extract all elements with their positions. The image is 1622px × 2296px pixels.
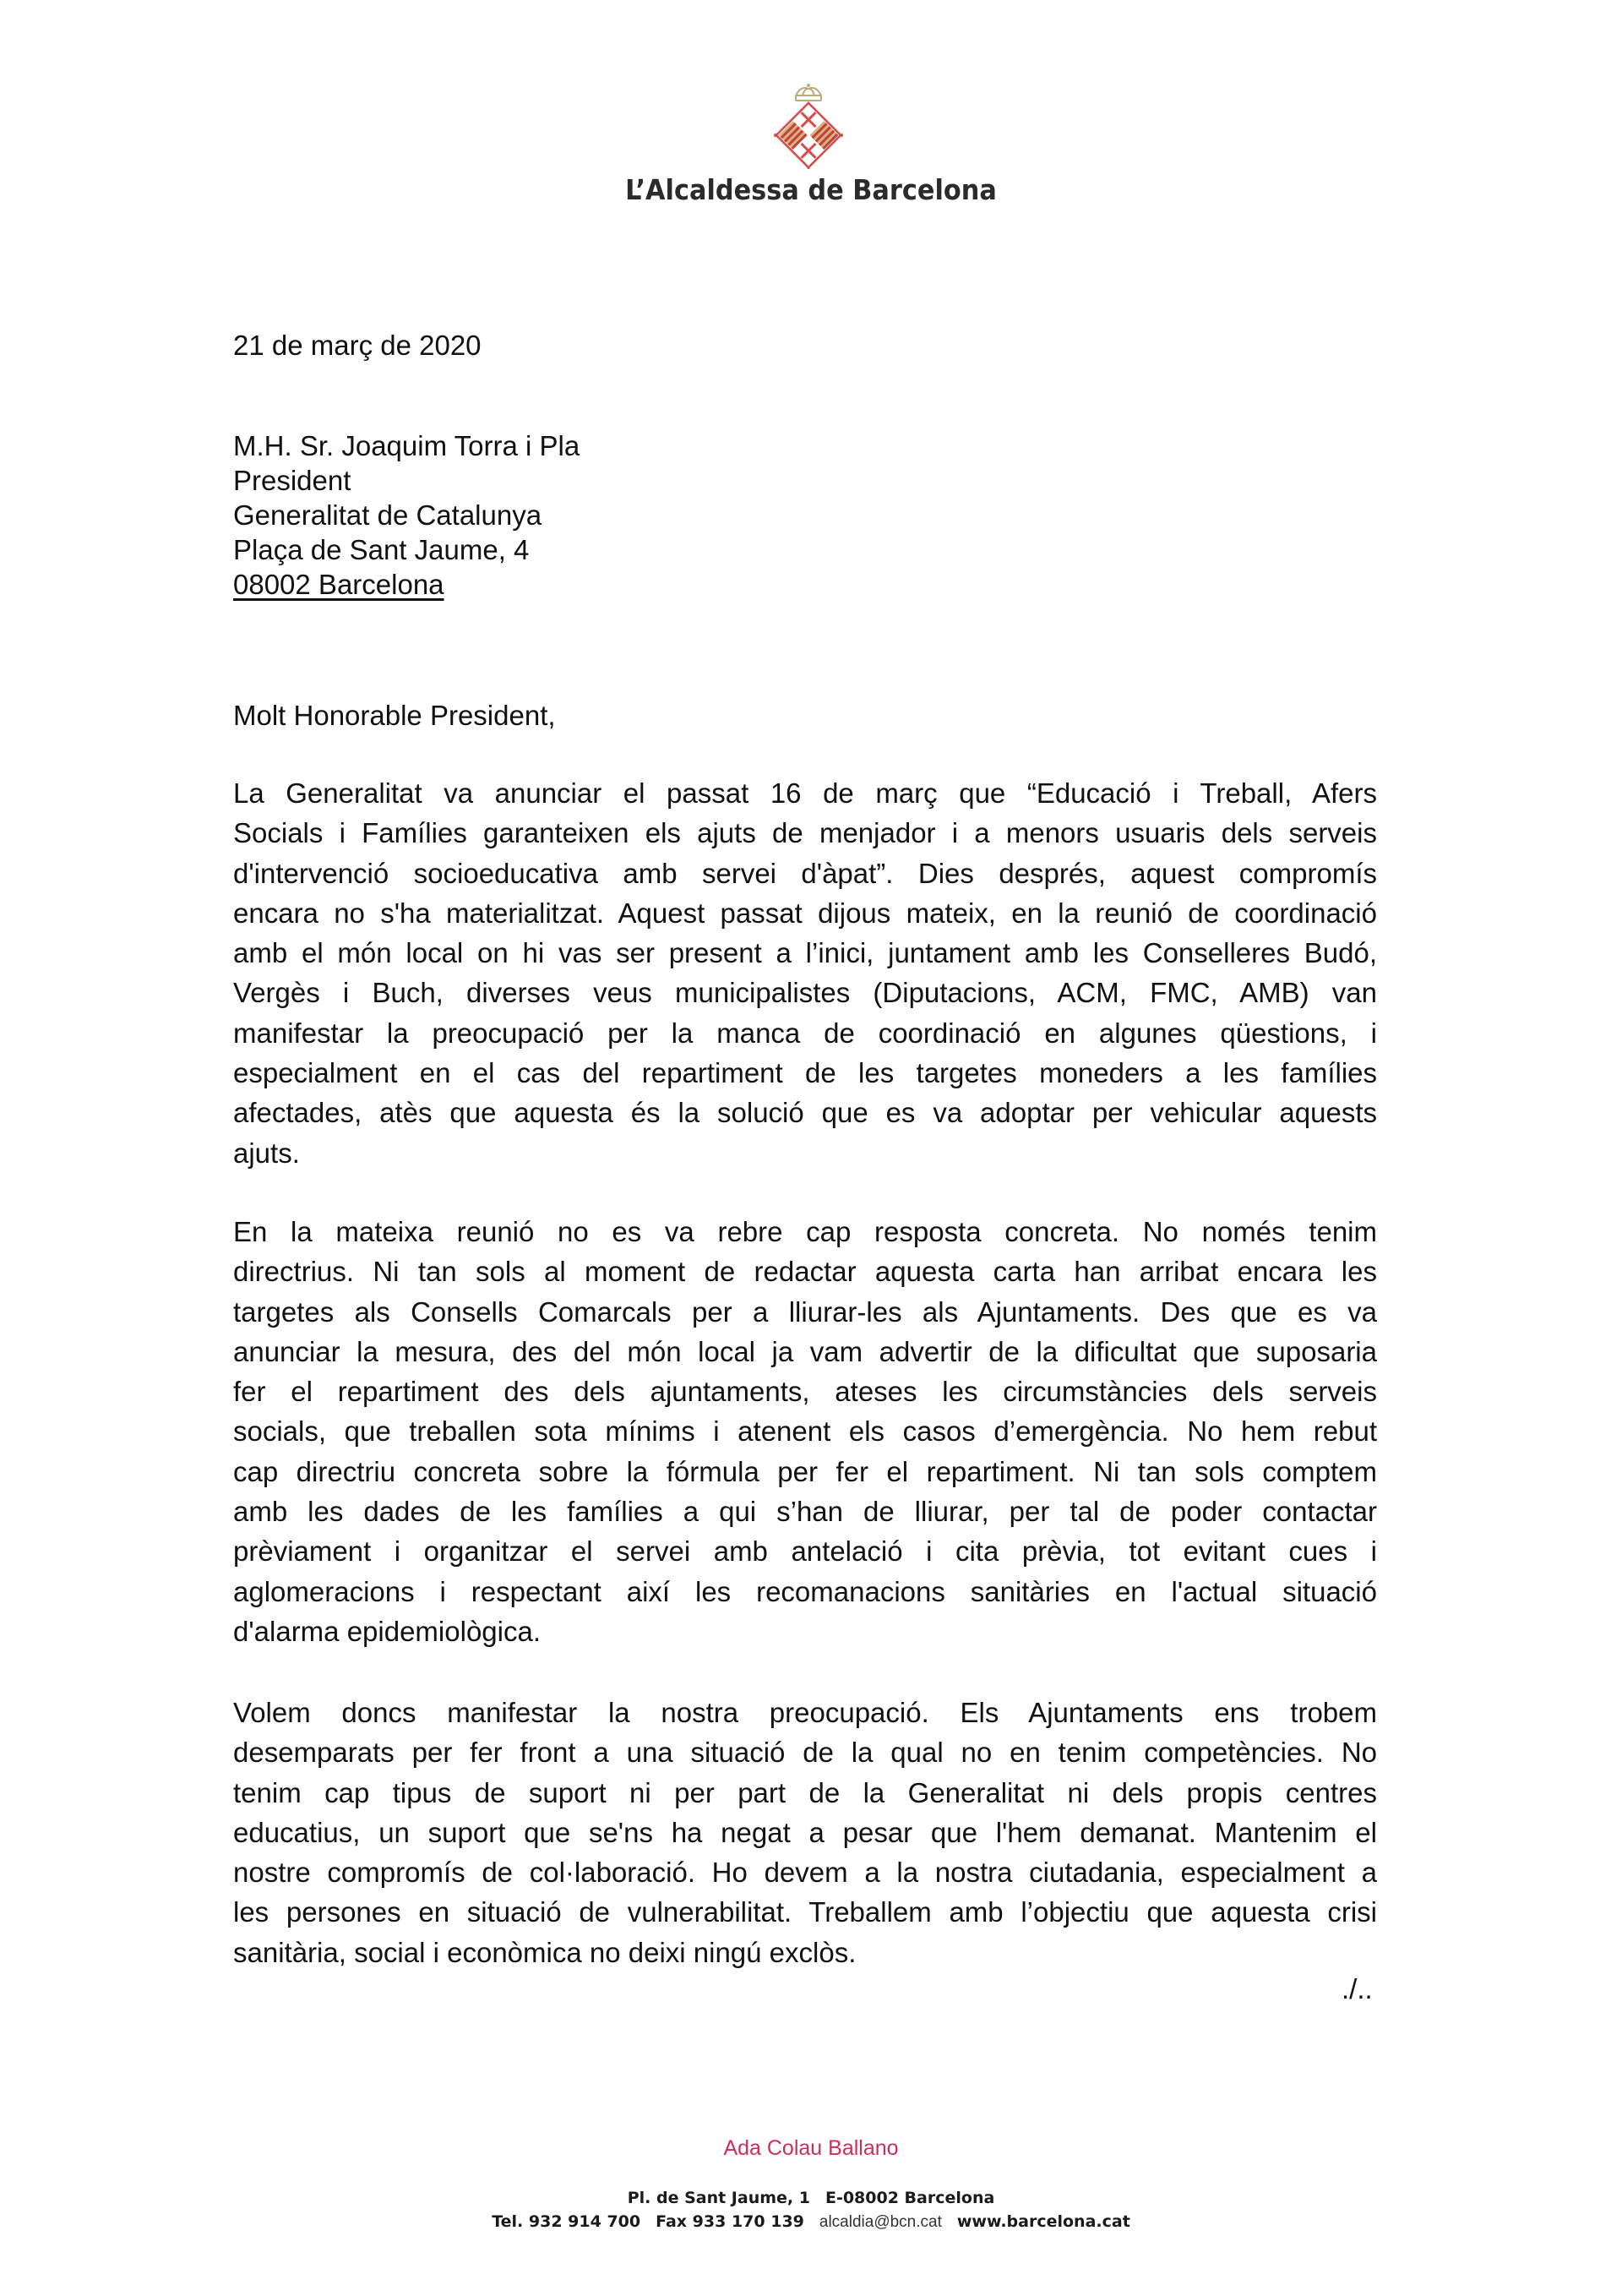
footer-address bbox=[0, 2189, 1622, 2207]
recipient-name: M.H. Sr. Joaquim Torra i Pla bbox=[233, 430, 580, 461]
recipient-city: 08002 Barcelona bbox=[233, 569, 444, 600]
paragraph-line: La Generalitat va anunciar el passat 16 de març que “Educació i Treball, Afers bbox=[233, 777, 1377, 809]
paragraph-line: nostre compromís de col·laboració. Ho devem a la nostra ciutadania, especialment a bbox=[233, 1857, 1377, 1889]
paragraph-line: cap directriu concreta sobre la fórmula per fer el repartiment. Ni tan sols comptem bbox=[233, 1455, 1377, 1487]
recipient-address bbox=[233, 428, 580, 602]
paragraph-line: amb les dades de les famílies a qui s’han de lliurar, per tal de poder contactar bbox=[233, 1496, 1377, 1528]
paragraph-line: fer el repartiment des dels ajuntaments, ateses les circumstàncies dels serveis bbox=[233, 1376, 1377, 1408]
paragraph-line: afectades, atès que aquesta és la solució que es va adoptar per vehicular aquests bbox=[233, 1097, 1377, 1129]
body-paragraph-3 bbox=[233, 1693, 1377, 1972]
recipient-organization: Generalitat de Catalunya bbox=[233, 499, 542, 531]
continued-mark: ./.. bbox=[1342, 1973, 1373, 2004]
paragraph-line: socials, que treballen sota mínims i atenent els casos d’emergència. No hem rebut bbox=[233, 1415, 1377, 1448]
paragraph-line: ajuts. bbox=[233, 1137, 300, 1169]
footer-email: alcaldia@bcn.cat bbox=[819, 2213, 942, 2231]
paragraph-line: d'alarma epidemiològica. bbox=[233, 1615, 541, 1647]
letter-date: 21 de març de 2020 bbox=[233, 330, 482, 361]
footer-postal: E-08002 Barcelona bbox=[825, 2189, 995, 2207]
barcelona-coat-of-arms-icon bbox=[770, 80, 846, 169]
paragraph-line: anunciar la mesura, des del món local ja vam advertir de la dificultat que suposaria bbox=[233, 1335, 1377, 1367]
paragraph-line: desemparats per fer front a una situació de la qual no en tenim competències. No bbox=[233, 1737, 1377, 1769]
paragraph-line: encara no s'ha materialitzat. Aquest passat dijous mateix, en la reunió de coordinació bbox=[233, 897, 1377, 929]
paragraph-line: educatius, un suport que se'ns ha negat a pesar que l'hem demanat. Mantenim el bbox=[233, 1816, 1377, 1848]
paragraph-line: directrius. Ni tan sols al moment de redactar aquesta carta han arribat encara les bbox=[233, 1256, 1377, 1288]
paragraph-line: Socials i Famílies garanteixen els ajuts de menjador i a menors usuaris dels serveis bbox=[233, 817, 1377, 849]
recipient-street: Plaça de Sant Jaume, 4 bbox=[233, 534, 530, 565]
paragraph-line: les persones en situació de vulnerabilitat. Treballem amb l’objectiu que aquesta crisi bbox=[233, 1896, 1377, 1928]
signer-name: Ada Colau Ballano bbox=[723, 2136, 899, 2160]
paragraph-line: aglomeracions i respectant així les recomanacions sanitàries en l'actual situació bbox=[233, 1575, 1377, 1607]
paragraph-line: prèviament i organitzar el servei amb antelació i cita prèvia, tot evitant cues i bbox=[233, 1535, 1377, 1568]
paragraph-line: sanitària, social i econòmica no deixi ningú exclòs. bbox=[233, 1936, 857, 1968]
footer-street: Pl. de Sant Jaume, 1 bbox=[627, 2189, 810, 2207]
paragraph-line: d'intervenció socioeducativa amb servei d'àpat”. Dies després, aquest compromís bbox=[233, 857, 1377, 889]
paragraph-line: En la mateixa reunió no es va rebre cap resposta concreta. No només tenim bbox=[233, 1216, 1377, 1247]
paragraph-line: amb el món local on hi vas ser present a l’inici, juntament amb les Conselleres Budó, bbox=[233, 937, 1377, 969]
paragraph-line: tenim cap tipus de suport ni per part de la Generalitat ni dels propis centres bbox=[233, 1776, 1377, 1808]
paragraph-line: manifestar la preocupació per la manca de coordinació en algunes qüestions, i bbox=[233, 1017, 1377, 1049]
footer-website: www.barcelona.cat bbox=[956, 2212, 1130, 2231]
paragraph-line: especialment en el cas del repartiment de les targetes moneders a les famílies bbox=[233, 1057, 1377, 1089]
footer-contact bbox=[0, 2212, 1622, 2232]
salutation: Molt Honorable President, bbox=[233, 700, 556, 731]
paragraph-line: targetes als Consells Comarcals per a lliurar-les als Ajuntaments. Des que es va bbox=[233, 1295, 1377, 1328]
recipient-title: President bbox=[233, 465, 351, 496]
paragraph-line: Volem doncs manifestar la nostra preocupació. Els Ajuntaments ens trobem bbox=[233, 1697, 1377, 1728]
body-paragraph-1 bbox=[233, 773, 1377, 1173]
footer-tel: Tel. 932 914 700 bbox=[492, 2212, 641, 2231]
body-paragraph-2 bbox=[233, 1212, 1377, 1651]
footer-fax: Fax 933 170 139 bbox=[656, 2212, 804, 2231]
letterhead-title: L’Alcaldessa de Barcelona bbox=[625, 173, 997, 206]
paragraph-line: Vergès i Buch, diverses veus municipalistes (Diputacions, ACM, FMC, AMB) van bbox=[233, 977, 1377, 1009]
